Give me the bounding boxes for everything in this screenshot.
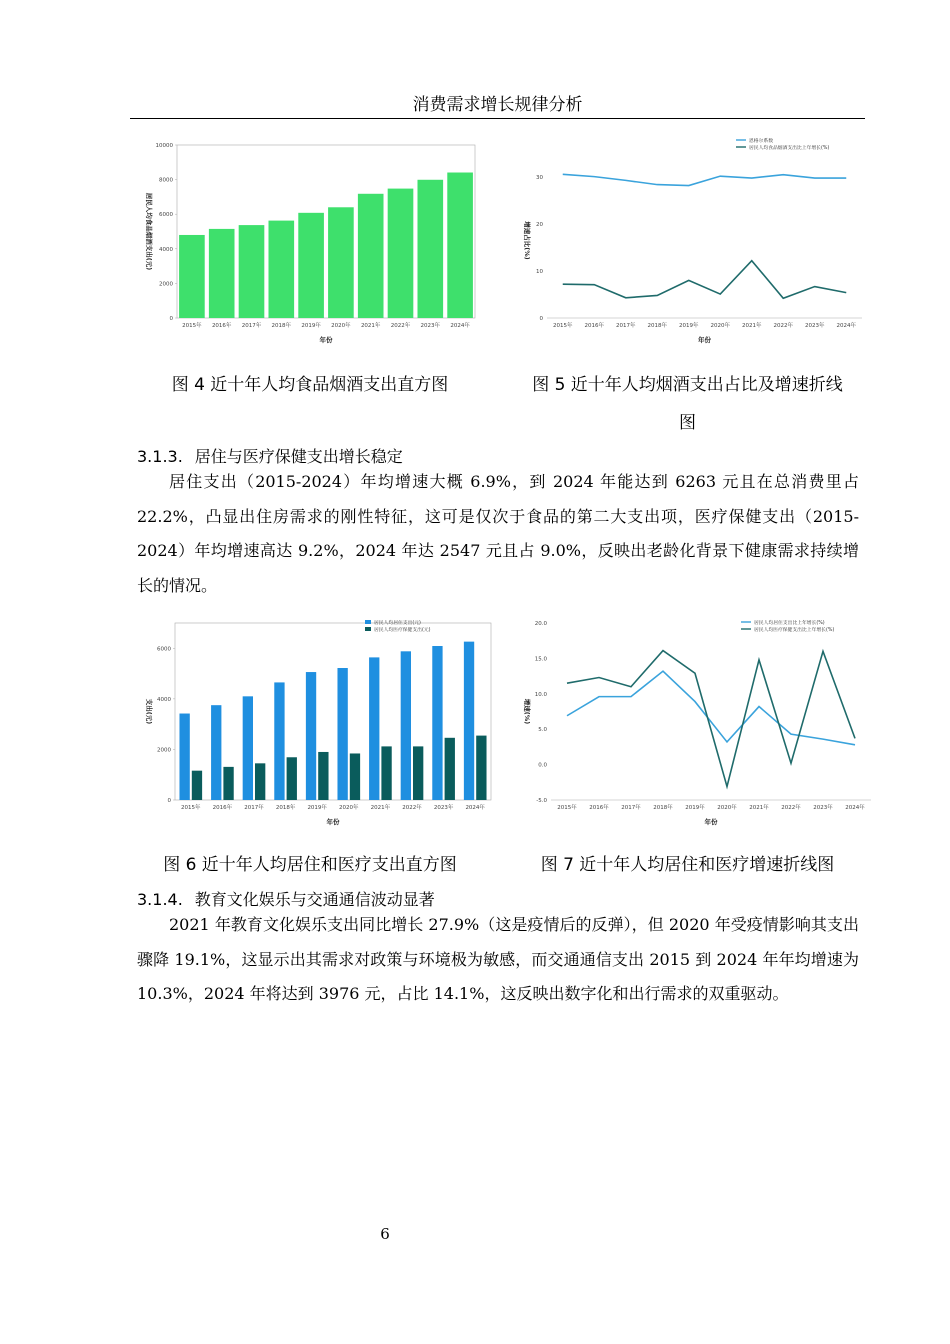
x-tick-label: 2019年 [685,805,705,811]
section-title: 居住与医疗保健支出增长稳定 [194,447,403,466]
x-tick-label: 2024年 [836,323,856,329]
fig5-svg [515,133,870,348]
x-tick-label: 2024年 [450,323,470,329]
y-tick-label: 4000 [157,696,171,703]
x-tick-label: 2021年 [742,323,762,329]
bar [287,757,297,800]
y-tick-label: -5.0 [536,798,547,804]
x-tick-label: 2018年 [647,323,667,329]
y-tick-label: 4000 [159,246,173,253]
x-tick-label: 2020年 [339,805,359,811]
figure-5-caption-line-1: 图 5 近十年人均烟酒支出占比及增速折线 [532,375,843,395]
bar [445,738,455,800]
bar [306,672,316,800]
x-tick-label: 2022年 [402,805,422,811]
x-axis-label: 年份 [704,818,718,826]
x-tick-label: 2015年 [181,805,201,811]
x-tick-label: 2019年 [301,323,321,329]
y-tick-label: 8000 [159,177,173,184]
x-tick-label: 2023年 [813,805,833,811]
x-tick-label: 2024年 [845,805,865,811]
y-tick-label: 0 [169,316,173,322]
bar [476,736,486,800]
y-tick-label: 10.0 [534,691,547,698]
x-tick-label: 2017年 [244,805,264,811]
series-line [567,671,855,745]
bar [274,682,284,800]
x-tick-label: 2020年 [717,805,737,811]
y-tick-label: 0.0 [538,762,547,769]
x-tick-label: 2016年 [211,323,232,329]
y-tick-label: 10000 [155,143,173,149]
x-axis-label: 年份 [326,818,340,826]
bar [369,657,379,800]
bar [243,696,253,800]
y-tick-label: 2000 [157,747,171,754]
x-tick-label: 2018年 [653,805,673,811]
y-axis-label: 增速(%) [523,698,531,725]
fig6-svg [137,615,495,830]
y-tick-label: 6000 [157,646,171,653]
bar [388,189,414,318]
bar [350,753,360,800]
y-tick-label: 5.0 [538,727,547,734]
series-line [563,261,847,299]
figure-6-caption: 图 6 近十年人均居住和医疗支出直方图 [163,855,457,875]
bar [209,229,235,318]
y-tick-label: 10 [536,269,543,276]
bar [223,767,233,800]
legend-label: 居民人均食品烟酒支出比上年增长(%) [749,146,830,151]
x-tick-label: 2023年 [420,323,441,329]
y-tick-label: 20.0 [534,621,547,627]
bar [337,668,347,800]
x-tick-label: 2021年 [749,805,769,811]
x-tick-label: 2016年 [584,323,604,329]
bar [192,771,202,800]
y-tick-label: 0 [167,798,171,804]
x-tick-label: 2015年 [182,323,202,329]
x-axis-label: 年份 [319,336,333,344]
x-tick-label: 2017年 [241,323,262,329]
x-tick-label: 2022年 [773,323,793,329]
bar [381,746,391,800]
bar [413,746,423,800]
bar [255,763,265,800]
y-axis-label: 居民人均食品烟酒支出(元) [145,192,153,271]
y-axis-label: 增速占比(%) [523,221,531,260]
x-tick-label: 2015年 [553,323,573,329]
legend-label: 恩格尔系数 [749,139,773,144]
figure-7-caption: 图 7 近十年人均居住和医疗增速折线图 [540,855,835,875]
y-tick-label: 30 [536,175,543,182]
x-tick-label: 2020年 [331,323,351,329]
bar [318,752,328,800]
x-tick-label: 2019年 [307,805,327,811]
plot-frame [175,623,491,800]
section-title: 教育文化娱乐与交通通信波动显著 [194,890,435,909]
bar [447,173,473,318]
legend-swatch [365,627,371,631]
header-rule [130,118,865,119]
y-tick-label: 2000 [159,281,173,288]
series-line [563,174,847,185]
figure-4-chart [137,133,487,348]
bar [432,646,442,800]
section-3-1-4-paragraph: 2021 年教育文化娱乐支出同比增长 27.9%（这是疫情后的反弹），但 2020 年受疫情影响其支出骤降 19.1%，这显示出其需求对政策与环境极为敏感，而交通通信支出 2015 到 2024 年年均增速为 10.3%，2024 年将达到 3976 元，占比 14.1%，这反映出数字化和出行需求的双重驱动。 [137,915,859,1003]
fig4-svg [137,133,487,348]
bar [417,180,443,318]
section-3-1-3-paragraph: 居住支出（2015-2024）年均增速大概 6.9%，到 2024 年能达到 6263 元且在总消费里占 22.2%，凸显出住房需求的刚性特征，这可是仅次于食品的第二大支出项，医疗保健支出（2015-2024）年均增速高达 9.2%，2024 年达 2547 元且占 9.0%，反映出老龄化背景下健康需求持续增长的情况。 [137,472,859,595]
y-tick-label: 15.0 [534,656,547,663]
x-tick-label: 2020年 [710,323,730,329]
legend-swatch [365,620,371,624]
figure-4-caption: 图 4 近十年人均食品烟酒支出直方图 [171,375,449,395]
x-tick-label: 2016年 [589,805,609,811]
x-tick-label: 2023年 [805,323,825,329]
x-tick-label: 2017年 [621,805,641,811]
figure-6-chart [137,615,495,830]
bar [239,225,265,318]
legend-label: 居民人均医疗保健支出(元) [374,628,431,633]
series-line [567,651,855,787]
figure-7-chart [515,615,875,830]
figure-5-caption-line-2: 图 [679,413,696,433]
x-tick-label: 2019年 [679,323,699,329]
section-number: 3.1.4. [137,890,183,909]
page-number: 6 [380,1225,390,1243]
section-number: 3.1.3. [137,447,183,466]
y-tick-label: 6000 [159,212,173,219]
bar [464,642,474,800]
legend-label: 居民人均居住支出(元) [374,621,421,626]
legend-label: 居民人均医疗保健支出比上年增长(%) [754,628,835,633]
x-tick-label: 2018年 [275,805,296,811]
y-axis-label: 支出(元) [145,698,153,725]
x-tick-label: 2022年 [781,805,801,811]
bar [179,235,205,318]
bar [328,207,354,318]
bar [179,714,189,800]
figure-5-chart [515,133,870,348]
x-axis-label: 年份 [698,336,711,344]
bar [358,194,384,318]
bar [211,705,221,800]
bar [268,221,294,318]
x-tick-label: 2017年 [616,323,636,329]
x-tick-label: 2024年 [465,805,485,811]
bar [401,651,411,800]
x-tick-label: 2021年 [370,805,391,811]
y-tick-label: 0 [539,316,543,322]
x-tick-label: 2023年 [433,805,454,811]
x-tick-label: 2022年 [390,323,411,329]
fig7-svg [515,615,875,830]
legend-label: 居民人均居住支出比上年增长(%) [754,621,825,626]
x-tick-label: 2021年 [360,323,381,329]
y-tick-label: 20 [536,222,543,229]
x-tick-label: 2015年 [557,805,577,811]
page-header: 消费需求增长规律分析 [412,95,583,115]
bar [298,213,324,318]
x-tick-label: 2018年 [271,323,292,329]
x-tick-label: 2016年 [212,805,233,811]
